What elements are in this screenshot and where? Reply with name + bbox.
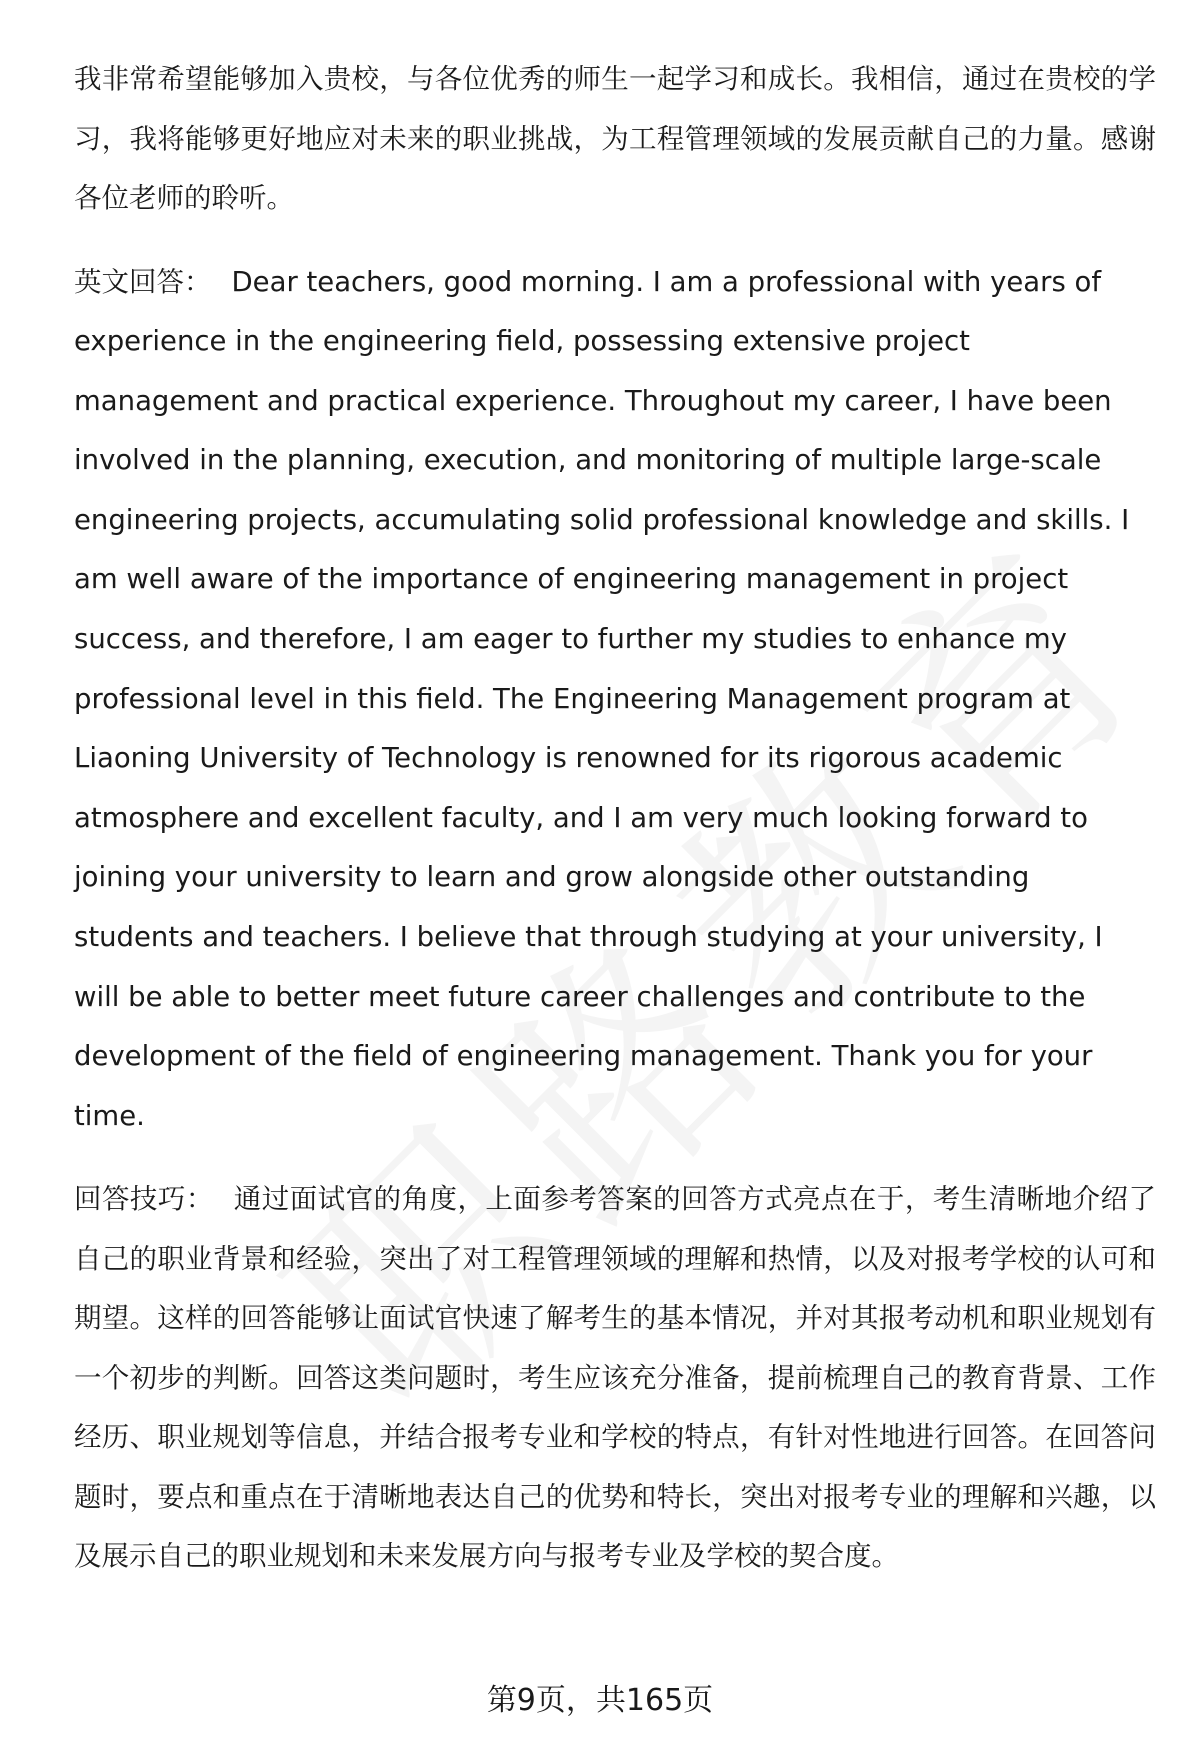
english-answer-label: 英文回答： [74, 265, 212, 298]
answer-tips-label: 回答技巧： [74, 1183, 214, 1216]
paragraph-gap [74, 229, 1156, 253]
document-page [74, 50, 1156, 1587]
paragraph-english-answer [74, 253, 1156, 1147]
paragraph-answer-tips [74, 1170, 1156, 1587]
page-number: 第9页，共165页 [486, 1683, 714, 1718]
answer-tips-text: 通过面试官的角度，上面参考答案的回答方式亮点在于，考生清晰地介绍了自己的职业背景和经验，突出了对工程管理领域的理解和热情，以及对报考学校的认可和期望。这样的回答能够让面试官快速了解考生的基本情况，并对其报考动机和职业规划有一个初步的判断。回答这类问题时，考生应该充分准备，提前梳理自己的教育背景、工作经历、职业规划等信息，并结合报考专业和学校的特点，有针对性地进行回答。在回答问题时，要点和重点在于清晰地表达自己的优势和特长，突出对报考专业的理解和兴趣，以及展示自己的职业规划和未来发展方向与报考专业及学校的契合度。 [74, 1183, 1156, 1573]
english-answer-text: Dear teachers, good morning. I am a professional with years of experience in the engineering field, possessing extensive project management and practical experience. Throughout my career, I have been involved in the planning, execution, and monitoring of multiple large-scale engineering projects, accumulating solid professional knowledge and skills. I am well aware of the importance of engineering management in project success, and therefore, I am eager to further my studies to enhance my professional level in this field. The Engineering Management program at Liaoning University of Technology is renowned for its rigorous academic atmosphere and excellent faculty, and I am very much looking forward to joining your university to learn and grow alongside other outstanding students and teachers. I believe that through studying at your university, I will be able to better meet future career challenges and contribute to the development of the field of engineering management. Thank you for your time. [74, 265, 1130, 1132]
paragraph-gap [74, 1146, 1156, 1170]
paragraph-closing-statement: 我非常希望能够加入贵校，与各位优秀的师生一起学习和成长。我相信，通过在贵校的学习，我将能够更好地应对未来的职业挑战，为工程管理领域的发展贡献自己的力量。感谢各位老师的聆听。 [74, 63, 1156, 214]
